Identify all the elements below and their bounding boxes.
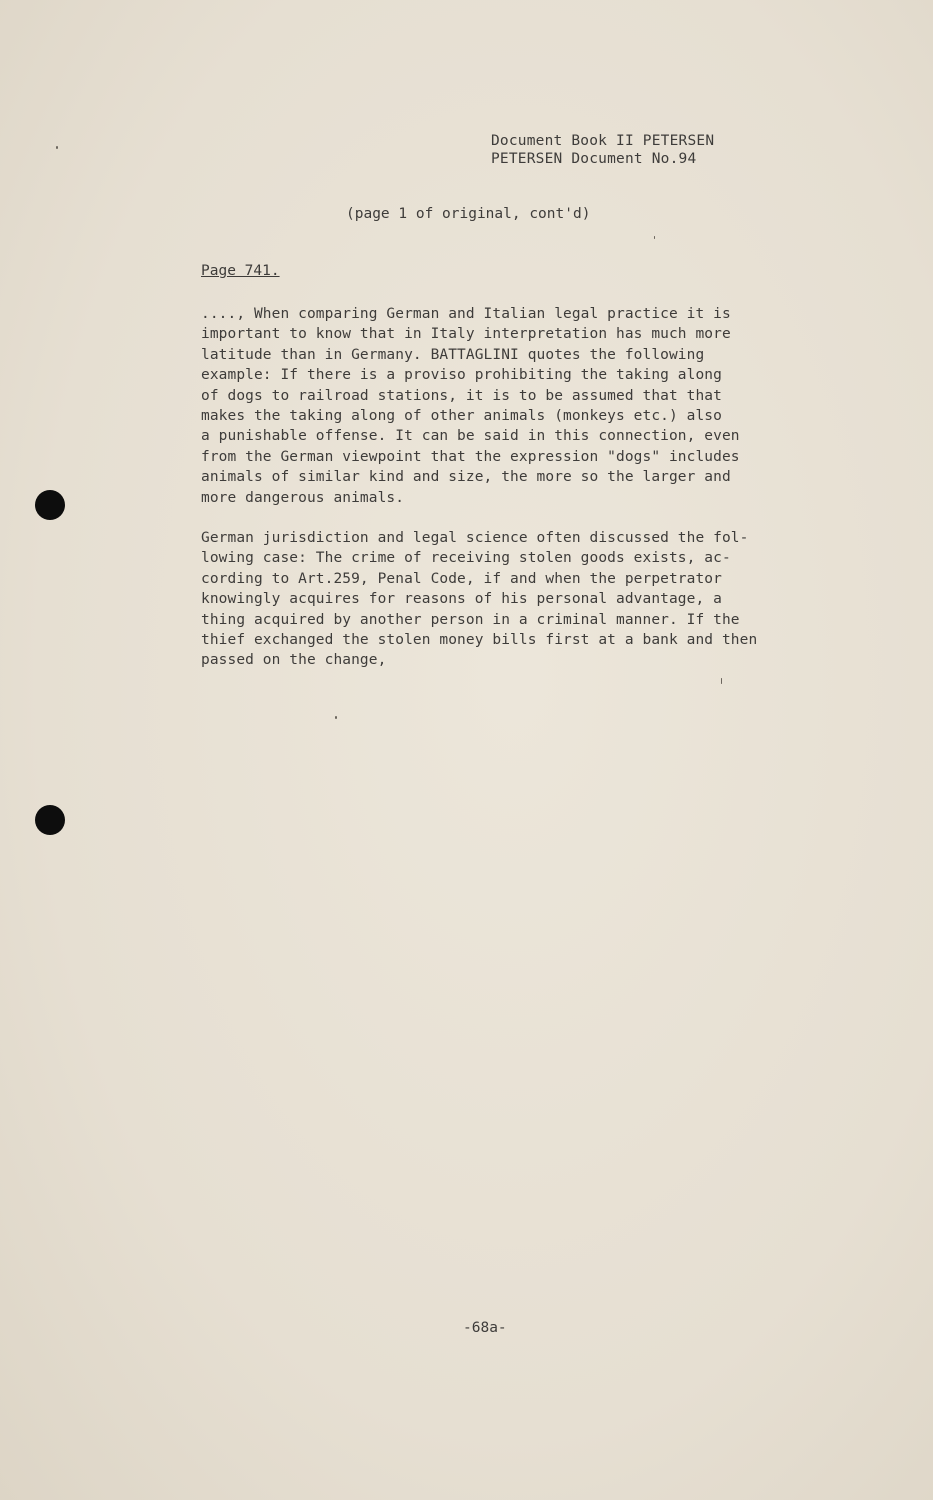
paper-speck	[56, 146, 58, 149]
text-line: thing acquired by another person in a criminal manner. If the	[201, 611, 740, 628]
page-subtitle: (page 1 of original, cont'd)	[346, 206, 591, 222]
text-line: German jurisdiction and legal science often discussed the fol-	[201, 530, 749, 546]
paragraph	[201, 528, 757, 671]
header-line: Document Book II PETERSEN	[491, 133, 715, 149]
paper-speck	[654, 236, 655, 239]
text-line: of dogs to railroad stations, it is to be assumed that that	[201, 387, 722, 404]
text-line: thief exchanged the stolen money bills first at a bank and then	[201, 631, 758, 648]
page-reference: Page 741.	[201, 263, 280, 279]
text-line: lowing case: The crime of receiving stolen goods exists, ac-	[201, 550, 731, 567]
text-line: knowingly acquires for reasons of his personal advantage, a	[201, 591, 722, 608]
text-line: more dangerous animals.	[201, 489, 405, 506]
text-line: makes the taking along of other animals (monkeys etc.) also	[201, 407, 722, 424]
document-header	[491, 132, 714, 168]
text-line: animals of similar kind and size, the more so the larger and	[201, 469, 731, 486]
text-line: passed on the change,	[201, 652, 387, 669]
paper-speck	[721, 678, 722, 684]
text-line: a punishable offense. It can be said in this connection, even	[201, 428, 740, 445]
text-line: important to know that in Italy interpretation has much more	[201, 326, 731, 343]
punch-hole	[35, 805, 65, 835]
text-line: latitude than in Germany. BATTAGLINI quotes the following	[201, 346, 705, 363]
text-line: example: If there is a proviso prohibiting the taking along	[201, 367, 722, 384]
punch-hole	[35, 490, 65, 520]
text-line: from the German viewpoint that the expression "dogs" includes	[201, 448, 740, 465]
paper-speck	[335, 716, 337, 719]
page-number: -68a-	[463, 1320, 507, 1336]
paragraph	[201, 304, 740, 508]
header-line: PETERSEN Document No.94	[491, 151, 697, 167]
text-line: ...., When comparing German and Italian legal practice it is	[201, 306, 731, 322]
text-line: cording to Art.259, Penal Code, if and when the perpetrator	[201, 570, 722, 587]
